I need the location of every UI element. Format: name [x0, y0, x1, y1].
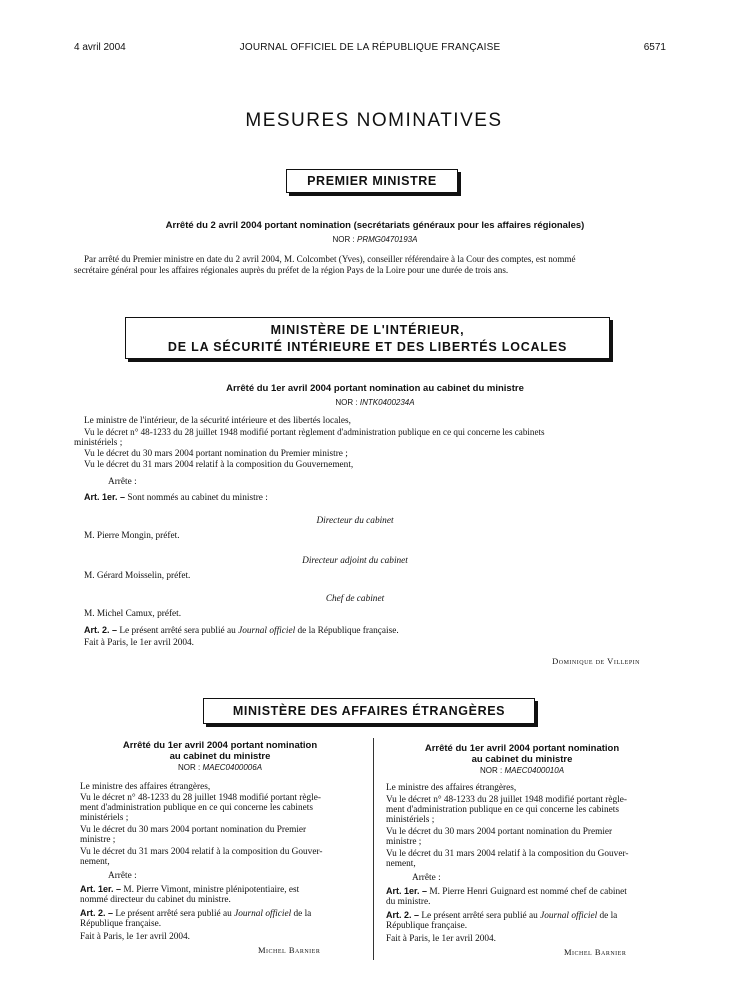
body-text: Vu le décret du 30 mars 2004 portant nomination du Premier ministre ; — [84, 449, 348, 459]
ministry-box-affaires-etrangeres — [203, 698, 535, 724]
place-date: Fait à Paris, le 1er avril 2004. — [386, 934, 496, 944]
journal-officiel-ref: Journal officiel — [540, 911, 598, 921]
article-label: Art. 1er. – — [84, 492, 126, 502]
role-title: Directeur adjoint du cabinet — [302, 556, 408, 566]
header-date: 4 avril 2004 — [74, 42, 126, 53]
body-text: secrétaire général pour les affaires régionales auprès du préfet de la région Pays de la Loire pour une durée de trois ans. — [74, 265, 509, 275]
article-text: Le présent arrêté sera publié au — [421, 911, 538, 921]
article-label: Art. 1er. – — [386, 886, 428, 896]
article-text: République française. — [386, 921, 468, 931]
body-text: ministre ; — [386, 837, 422, 847]
body-text: ministériels ; — [80, 813, 129, 823]
signature: Michel Barnier — [258, 945, 321, 955]
journal-officiel-ref: Journal officiel — [238, 626, 296, 636]
body-text: ment d'administration publique en ce qui concerne les cabinets — [386, 805, 619, 815]
ministry-heading: PREMIER MINISTRE — [307, 174, 437, 188]
arrete-title-line1: Arrêté du 1er avril 2004 portant nomination — [122, 740, 318, 751]
arrete-title-line2: au cabinet du ministre — [471, 754, 573, 765]
nor-label: NOR : — [177, 763, 201, 772]
article-text: de la — [293, 909, 312, 919]
place-date: Fait à Paris, le 1er avril 2004. — [80, 932, 190, 942]
body-text: ministériels ; — [74, 438, 123, 448]
page-title: MESURES NOMINATIVES — [245, 110, 503, 131]
body-text: Le ministre des affaires étrangères, — [80, 782, 211, 792]
arrete-title-line2: au cabinet du ministre — [169, 751, 271, 762]
article-text: nommé directeur du cabinet du ministre. — [80, 895, 231, 905]
article-text: M. Pierre Henri Guignard est nommé chef de cabinet — [429, 887, 627, 897]
body-text: ministériels ; — [386, 815, 435, 825]
nor-reference — [382, 766, 662, 775]
ministry-box-premier-ministre — [286, 169, 458, 193]
body-text: Le ministre de l'intérieur, de la sécurité intérieure et des libertés locales, — [84, 416, 351, 426]
nor-reference — [60, 235, 690, 244]
column-divider — [373, 738, 374, 960]
place-date: Fait à Paris, le 1er avril 2004. — [84, 638, 194, 648]
article-text: Le présent arrêté sera publié au — [115, 909, 232, 919]
ministry-box-interieur — [125, 317, 610, 359]
nor-code: PRMG0470193A — [356, 235, 418, 244]
article-text: M. Pierre Vimont, ministre plénipotentiaire, est — [123, 885, 300, 895]
nor-reference — [80, 763, 360, 772]
person-name: M. Gérard Moisselin, préfet. — [84, 571, 191, 581]
body-text: ment d'administration publique en ce qui concerne les cabinets — [80, 803, 313, 813]
arrete-label: Arrête : — [108, 477, 137, 487]
body-text: Vu le décret n° 48-1233 du 28 juillet 1948 modifié portant règle- — [386, 795, 627, 805]
signature: Michel Barnier — [564, 947, 627, 957]
arrete-title: Arrêté du 1er avril 2004 portant nomination au cabinet du ministre — [226, 383, 524, 394]
body-text: nement, — [80, 857, 110, 867]
body-text: Par arrêté du Premier ministre en date du 2 avril 2004, M. Colcombet (Yves), conseiller référendaire à la Cour des comptes, est nommé — [84, 254, 576, 264]
body-text: Vu le décret n° 48-1233 du 28 juillet 1948 modifié portant règle- — [80, 793, 321, 803]
body-text: Vu le décret du 31 mars 2004 relatif à la composition du Gouver- — [80, 847, 323, 857]
left-column — [80, 740, 360, 772]
body-text: nement, — [386, 859, 416, 869]
person-name: M. Pierre Mongin, préfet. — [84, 531, 180, 541]
ministry-heading-line1: MINISTÈRE DE L'INTÉRIEUR, — [270, 323, 465, 337]
role-title: Directeur du cabinet — [316, 516, 394, 526]
article-label: Art. 2. – — [386, 910, 420, 920]
ministry-heading-line2: DE LA SÉCURITÉ INTÉRIEURE ET DES LIBERTÉS LOCALES — [167, 340, 568, 354]
nor-label: NOR : — [332, 235, 355, 244]
role-title: Chef de cabinet — [325, 594, 385, 604]
person-name: M. Michel Camux, préfet. — [84, 609, 182, 619]
arrete-title: Arrêté du 2 avril 2004 portant nomination (secrétariats généraux pour les affaires régionales) — [165, 220, 585, 231]
header-journal-title: JOURNAL OFFICIEL DE LA RÉPUBLIQUE FRANÇAISE — [239, 42, 501, 53]
article-text: du ministre. — [386, 897, 431, 907]
article-text: Sont nommés au cabinet du ministre : — [127, 493, 268, 503]
body-text: Vu le décret du 30 mars 2004 portant nomination du Premier — [80, 825, 307, 835]
body-text: ministre ; — [80, 835, 116, 845]
article-text: République française. — [80, 919, 162, 929]
right-column — [382, 743, 662, 775]
nor-code: INTK0400234A — [359, 398, 415, 407]
body-text: Vu le décret n° 48-1233 du 28 juillet 1948 modifié portant règlement d'administration publique en ce qui concerne les cabinets — [84, 427, 545, 437]
nor-reference — [60, 398, 690, 407]
journal-officiel-ref: Journal officiel — [234, 909, 292, 919]
article-label: Art. 2. – — [84, 625, 118, 635]
arrete-title-line1: Arrêté du 1er avril 2004 portant nomination — [424, 743, 620, 754]
body-text: Vu le décret du 31 mars 2004 relatif à la composition du Gouvernement, — [84, 460, 354, 470]
article-2 — [84, 625, 399, 637]
nor-label: NOR : — [335, 398, 358, 407]
arrete-label: Arrête : — [108, 871, 137, 881]
article-text: de la — [599, 911, 618, 921]
article-text: de la République française. — [297, 626, 399, 636]
ministry-heading: MINISTÈRE DES AFFAIRES ÉTRANGÈRES — [232, 704, 506, 718]
article-label: Art. 2. – — [80, 908, 114, 918]
body-text: Vu le décret du 30 mars 2004 portant nomination du Premier — [386, 827, 613, 837]
page-header — [74, 42, 666, 56]
body-text: Vu le décret du 31 mars 2004 relatif à la composition du Gouver- — [386, 849, 629, 859]
article-1 — [84, 492, 268, 504]
arrete-label: Arrête : — [412, 873, 441, 883]
nor-code: MAEC0400010A — [504, 766, 565, 775]
nor-label: NOR : — [479, 766, 503, 775]
article-text: Le présent arrêté sera publié au — [119, 626, 236, 636]
page-number: 6571 — [643, 42, 666, 53]
article-label: Art. 1er. – — [80, 884, 122, 894]
body-text: Le ministre des affaires étrangères, — [386, 783, 517, 793]
signature: Dominique de Villepin — [552, 656, 640, 666]
nor-code: MAEC0400006A — [202, 763, 263, 772]
